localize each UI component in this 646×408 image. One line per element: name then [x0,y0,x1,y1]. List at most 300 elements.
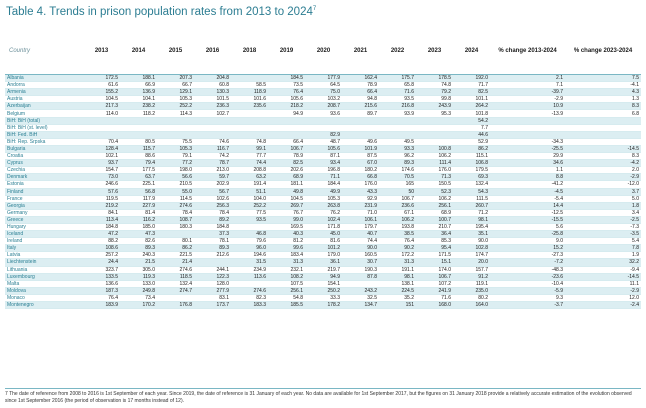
rate-cell: 105.6 [268,96,305,103]
rate-cell: 43.3 [342,188,379,195]
rate-cell: 74.2 [194,153,231,160]
rate-cell: 71.6 [379,89,416,96]
change-cell: 5.4 [565,238,641,245]
table-row [5,188,641,195]
change-cell: 8.8 [490,174,565,181]
rate-cell: 191.1 [379,266,416,273]
change-cell: -5.4 [490,195,565,202]
rate-cell: 88.6 [120,153,157,160]
rate-cell [416,124,453,131]
header-year: 2019 [268,27,305,75]
rate-cell: 96.2 [379,153,416,160]
rate-cell: 89.7 [342,110,379,117]
table-row [5,266,641,273]
rate-cell [83,124,120,131]
country-name: Malta [5,280,83,287]
rate-cell: 78.9 [342,82,379,89]
rate-cell: 269.7 [268,202,305,209]
rate-cell: 105.6 [305,145,342,152]
rate-cell: 113.6 [231,273,268,280]
rate-cell: 256.1 [416,202,453,209]
rate-cell: 86.2 [453,145,490,152]
rate-cell: 323.7 [83,266,120,273]
change-cell: 14.4 [490,202,565,209]
rate-cell: 94.8 [342,96,379,103]
rate-cell [120,117,157,124]
rate-cell: 179.0 [305,252,342,259]
table-row [5,103,641,110]
rate-cell [194,124,231,131]
rate-cell: 106.7 [379,195,416,202]
change-cell [565,131,641,138]
country-name: BiH: BiH (total) [5,117,83,124]
table-row [5,294,641,301]
country-name: Albania [5,75,83,82]
rate-cell: 74.8 [416,82,453,89]
change-cell: -2.9 [490,96,565,103]
rate-cell: 244.1 [194,266,231,273]
rate-cell: 83.1 [194,294,231,301]
country-name: Ireland [5,238,83,245]
rate-cell: 221.5 [157,252,194,259]
rate-cell: 82.6 [120,238,157,245]
rate-cell: 71.7 [453,82,490,89]
rate-cell: 101.2 [305,245,342,252]
rate-cell: 184.5 [268,75,305,82]
rate-cell: 67.1 [379,209,416,216]
rate-cell: 21.4 [157,259,194,266]
rate-cell: 249.8 [120,287,157,294]
change-cell: 7.5 [565,75,641,82]
change-cell: -48.3 [490,266,565,273]
rate-cell: 74.4 [231,160,268,167]
change-cell: -7.2 [490,259,565,266]
header-year: 2014 [120,27,157,75]
rate-cell: 208.8 [231,167,268,174]
rate-cell: 102.4 [305,216,342,223]
rate-cell: 105.3 [305,195,342,202]
rate-cell: 184.4 [305,181,342,188]
change-cell: 5.6 [490,223,565,230]
rate-cell [379,124,416,131]
rate-cell [231,124,268,131]
rate-cell: 194.6 [231,252,268,259]
rate-cell: 104.1 [120,96,157,103]
change-cell: 5.0 [565,195,641,202]
rate-cell: 90.2 [379,245,416,252]
rate-cell: 93.4 [305,160,342,167]
country-name: Iceland [5,231,83,238]
rate-cell: 99.6 [268,245,305,252]
rate-cell: 91.2 [453,273,490,280]
header-year: 2023 [416,27,453,75]
change-cell: 3.7 [565,188,641,195]
rate-cell: 235.6 [231,103,268,110]
rate-cell: 71.2 [453,209,490,216]
country-name: Moldova [5,287,83,294]
country-name: Czechia [5,167,83,174]
rate-cell: 93.9 [379,110,416,117]
rate-cell: 224.5 [379,287,416,294]
header-year: 2021 [342,27,379,75]
rate-cell: 195.4 [453,223,490,230]
rate-cell: 48.7 [305,138,342,145]
rate-cell: 277.9 [194,287,231,294]
rate-cell: 56.7 [194,188,231,195]
rate-cell: 58.5 [231,82,268,89]
rate-cell: 234.9 [231,266,268,273]
country-name: Italy [5,245,83,252]
rate-cell: 101.8 [453,110,490,117]
rate-cell: 61.6 [83,82,120,89]
rate-cell: 79.2 [416,89,453,96]
rate-cell: 68.9 [268,174,305,181]
rate-cell: 100.7 [416,216,453,223]
rate-cell: 183.3 [231,302,268,309]
change-cell: -7.3 [565,223,641,230]
rate-cell: 78.9 [268,153,305,160]
header-row [5,27,641,75]
rate-cell: 160.5 [342,252,379,259]
table-row [5,124,641,131]
rate-cell: 108.7 [157,216,194,223]
rate-cell [231,280,268,287]
rate-cell: 79.1 [157,153,194,160]
rate-cell: 103.2 [305,96,342,103]
change-cell: 29.9 [490,153,565,160]
rate-cell: 165 [379,181,416,188]
country-name: Croatia [5,153,83,160]
rate-cell: 76.4 [83,294,120,301]
change-cell: 9.3 [490,294,565,301]
rate-cell: 133.0 [120,280,157,287]
rate-cell: 117.9 [120,195,157,202]
rate-cell: 87.8 [342,273,379,280]
rate-cell: 80.1 [157,238,194,245]
rate-cell: 78.1 [194,238,231,245]
country-name: Luxembourg [5,273,83,280]
change-cell: -3.7 [490,302,565,309]
rate-cell: 204.8 [194,75,231,82]
change-cell: -34.3 [490,138,565,145]
rate-cell: 54.8 [268,294,305,301]
rate-cell: 82.5 [268,160,305,167]
rate-cell: 71.0 [342,209,379,216]
rate-cell: 76.2 [305,209,342,216]
rate-cell: 93.6 [305,110,342,117]
rate-cell: 80.2 [453,294,490,301]
rate-cell: 227.9 [120,202,157,209]
rate-cell [342,117,379,124]
rate-cell: 216.8 [379,103,416,110]
rate-cell: 106.8 [453,160,490,167]
rate-cell: 187.3 [83,287,120,294]
rate-cell: 66.4 [268,138,305,145]
rate-cell: 191.4 [231,181,268,188]
rate-cell: 236.3 [194,103,231,110]
rate-cell: 74.6 [194,138,231,145]
change-cell: -12.0 [565,181,641,188]
rate-cell: 256.3 [194,202,231,209]
change-cell: 3.4 [565,209,641,216]
rate-cell: 113.4 [83,216,120,223]
rate-cell: 37.3 [194,231,231,238]
rate-cell: 93.5 [379,96,416,103]
rate-cell [231,75,268,82]
rate-cell: 86.2 [157,245,194,252]
header-change-2013-2024: % change 2013-2024 [490,27,565,75]
table-row [5,209,641,216]
rate-cell: 114.5 [157,195,194,202]
table-title [6,6,640,22]
rate-cell: 79.4 [120,160,157,167]
rate-cell [268,117,305,124]
rate-cell: 202.9 [194,181,231,188]
rate-cell: 185.0 [120,223,157,230]
table-row [5,195,641,202]
rate-cell: 93.7 [83,160,120,167]
change-cell: -14.5 [565,273,641,280]
rate-cell: 75.0 [305,89,342,96]
table-row [5,302,641,309]
change-cell: -25.5 [490,145,565,152]
rate-cell: 90.0 [342,245,379,252]
rate-cell [83,131,120,138]
rate-cell: 85.3 [416,238,453,245]
rate-cell: 250.2 [305,287,342,294]
rate-cell: 122.3 [194,273,231,280]
rate-cell: 69.3 [453,174,490,181]
change-cell: -2.5 [565,216,641,223]
rate-cell: 47.2 [83,231,120,238]
rate-cell: 101.1 [453,96,490,103]
rate-cell: 88.2 [83,238,120,245]
country-name: Estonia [5,181,83,188]
table-body [5,75,641,309]
change-cell [565,138,641,145]
country-name: Armenia [5,89,83,96]
rate-cell: 232.1 [268,266,305,273]
change-cell: 15.2 [490,245,565,252]
rate-cell: 32.5 [342,294,379,301]
change-cell: 11.1 [565,280,641,287]
rate-cell: 77.7 [231,153,268,160]
rate-cell: 238.2 [120,103,157,110]
rate-cell: 119.5 [83,195,120,202]
rate-cell: 218.2 [268,103,305,110]
rate-cell: 116.7 [194,145,231,152]
change-cell: -4.2 [565,160,641,167]
change-cell: -4.5 [490,188,565,195]
rate-cell: 115.1 [453,153,490,160]
rate-cell: 49.9 [305,188,342,195]
rate-cell: 77.5 [231,209,268,216]
rate-cell: 50 [379,188,416,195]
change-cell: -2.9 [565,174,641,181]
rate-cell: 67.0 [342,160,379,167]
rate-cell: 64.5 [305,82,342,89]
rate-cell: 101.6 [231,96,268,103]
table-row [5,138,641,145]
rate-cell: 49.5 [379,138,416,145]
rate-cell: 52.9 [453,138,490,145]
rate-cell: 74.4 [342,238,379,245]
change-cell: -4.1 [565,82,641,89]
rate-cell: 114.0 [83,110,120,117]
rate-cell: 181.1 [268,181,305,188]
rate-cell: 184.8 [83,223,120,230]
rate-cell: 177.9 [305,75,342,82]
rate-cell [231,131,268,138]
rate-cell: 71.3 [416,174,453,181]
rate-cell: 256.1 [268,287,305,294]
country-name: Monaco [5,294,83,301]
rate-cell: 111.5 [453,195,490,202]
rate-cell: 217.3 [83,103,120,110]
table-row [5,153,641,160]
rate-cell [157,124,194,131]
rate-cell: 102.6 [194,195,231,202]
rate-cell: 179.7 [342,223,379,230]
rate-cell: 81.4 [120,209,157,216]
change-cell [565,117,641,124]
rate-cell: 252.2 [157,103,194,110]
rate-cell [83,117,120,124]
title-footnote-marker: 7 [312,6,317,13]
rate-cell [268,131,305,138]
rate-cell: 274.6 [157,202,194,209]
rate-cell: 175.7 [379,75,416,82]
rate-cell: 155.2 [83,89,120,96]
rate-cell [342,280,379,287]
rate-cell: 36.1 [305,259,342,266]
rate-cell: 51.1 [231,188,268,195]
rate-cell: 252.2 [231,202,268,209]
change-cell: -25.8 [490,231,565,238]
rate-cell: 212.6 [194,252,231,259]
rate-cell: 45.0 [305,231,342,238]
rate-cell: 20.0 [453,259,490,266]
rate-cell: 57.6 [83,188,120,195]
rate-cell: 99.8 [416,96,453,103]
rate-cell: 105.3 [157,96,194,103]
rate-cell: 15.1 [416,259,453,266]
rate-cell: 192.0 [453,75,490,82]
rate-cell: 71.1 [305,174,342,181]
rate-cell: 35.1 [453,231,490,238]
rate-cell [231,117,268,124]
rate-cell: 40.3 [268,231,305,238]
rate-cell: 55.0 [157,188,194,195]
table-row [5,89,641,96]
rate-cell [231,110,268,117]
country-name: Cyprus [5,160,83,167]
table-row [5,96,641,103]
rate-cell [157,294,194,301]
rate-cell: 24.4 [83,259,120,266]
rate-cell: 106.2 [416,153,453,160]
rate-cell: 87.1 [305,153,342,160]
rate-cell: 68.9 [416,209,453,216]
rate-cell: 240.3 [120,252,157,259]
rate-cell: 54.2 [453,117,490,124]
country-name: Lithuania [5,266,83,273]
rate-cell: 104.5 [83,96,120,103]
rate-cell [231,223,268,230]
rate-cell: 114.3 [157,110,194,117]
rate-cell [305,117,342,124]
rate-cell: 119.1 [453,280,490,287]
change-cell: -27.3 [490,252,565,259]
rate-cell: 49.6 [342,138,379,145]
rate-cell: 130.3 [194,89,231,96]
rate-cell: 93.3 [379,145,416,152]
change-cell: 2.1 [490,75,565,82]
rate-cell [120,131,157,138]
change-cell: -12.5 [490,209,565,216]
rate-cell [416,131,453,138]
country-name: Liechtenstein [5,259,83,266]
change-cell [565,124,641,131]
rate-cell: 82.3 [231,294,268,301]
country-name: Greece [5,216,83,223]
rate-cell: 40.7 [342,231,379,238]
rate-cell: 274.6 [231,287,268,294]
rate-cell: 56.6 [157,174,194,181]
header-year: 2020 [305,27,342,75]
rate-cell: 75.5 [157,138,194,145]
rate-cell: 106.2 [379,216,416,223]
rate-cell: 260.7 [453,202,490,209]
prison-rates-table [5,27,641,309]
rate-cell: 31.3 [268,259,305,266]
rate-cell: 54.3 [453,188,490,195]
rate-cell [194,259,231,266]
change-cell: -9.4 [565,266,641,273]
rate-cell: 59.7 [194,174,231,181]
rate-cell: 190.3 [342,266,379,273]
rate-cell: 106.7 [268,145,305,152]
rate-cell: 274.7 [157,287,194,294]
change-cell [490,117,565,124]
rate-cell: 95.3 [416,110,453,117]
rate-cell: 208.7 [305,103,342,110]
rate-cell: 71.6 [416,294,453,301]
rate-cell: 76.7 [268,209,305,216]
rate-cell: 210.5 [157,181,194,188]
rate-cell: 164.0 [453,302,490,309]
rate-cell: 78.7 [194,160,231,167]
rate-cell: 81.6 [305,238,342,245]
rate-cell: 213.0 [194,167,231,174]
rate-cell: 171.5 [416,252,453,259]
change-cell: 1.9 [565,252,641,259]
change-cell: -23.6 [490,273,565,280]
rate-cell: 106.1 [342,216,379,223]
change-cell: -41.2 [490,181,565,188]
header-country: Country [5,27,83,75]
rate-cell: 47.3 [120,231,157,238]
table-row [5,82,641,89]
rate-cell: 118.5 [157,273,194,280]
rate-cell: 73.5 [268,82,305,89]
rate-cell: 93.5 [231,216,268,223]
country-name: Austria [5,96,83,103]
rate-cell: 81.2 [268,238,305,245]
rate-cell: 108.6 [83,245,120,252]
rate-cell: 133.5 [83,273,120,280]
rate-cell: 63.2 [231,174,268,181]
